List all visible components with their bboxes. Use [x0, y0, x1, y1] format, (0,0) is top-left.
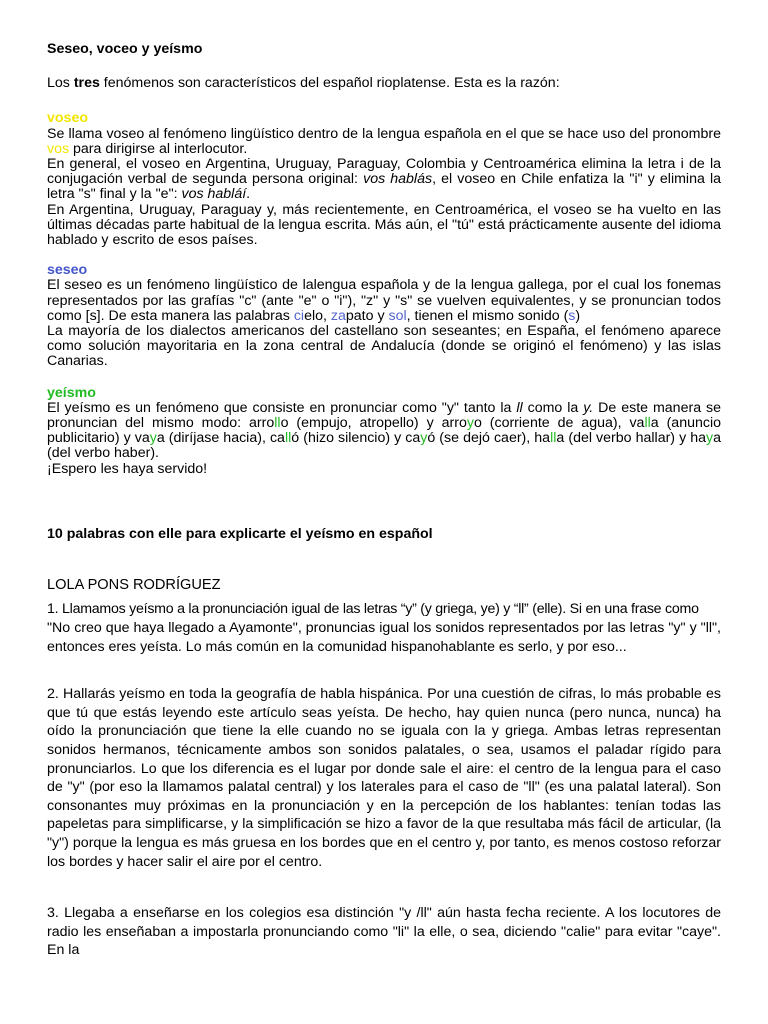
seseo-paragraph-1: El seseo es un fenómeno lingüístico de lalengua española y de la lengua gallega, por el cual los fonemas representados por las grafías "c" (ante "e" o "i"), "z" y "s" se vuelven equivalentes, y se pronuncian todos como [s]. De esta manera las palabras cielo, zapato y sol, tienen el mismo sonido (s) [47, 277, 721, 324]
voseo-heading: voseo [47, 110, 89, 127]
seseo-heading: seseo [47, 262, 88, 279]
voseo-section [47, 111, 721, 248]
voseo-paragraph-1: Se llama voseo al fenómeno lingüístico dentro de la lengua española en el que se hace uso del pronombre vos para dirigirse al interlocutor. [47, 125, 721, 157]
article-section [47, 525, 721, 960]
yeismo-paragraph: El yeísmo es un fenómeno que consiste en pronunciar como "y" tanto la ll como la y. De este manera se pronuncian del mismo modo: arrollo (empujo, atropello) y arroyo (corriente de agua), valla (anuncio publicitario) y vaya (diríjase hacia), calló (hizo silencio) y cayó (se dejó caer), halla (del verbo hallar) y haya (del verbo haber). [47, 399, 722, 462]
article-author: LOLA PONS RODRÍGUEZ [47, 577, 221, 594]
intro-paragraph: Los tres fenómenos son característicos del español rioplatense. Esta es la razón: [47, 75, 560, 92]
article-item-2: 2. Hallarás yeísmo en toda la geografía de habla hispánica. Por una cuestión de cifras, lo más probable es que tú que estás leyendo este artículo seas yeísta. De hecho, hay quien nunca (pero nunca, nunca) ha oído la pronunciación que tiene la elle cuando no se iguala con la y griega. Ambas letras representan sonidos hermanos, técnicamente ambos son sonidos palatales, o sea, usamos el paladar rígido para pronunciarlos. Lo que los diferencia es el lugar por donde sale el aire: el centro de la lengua para el caso de "y" (por eso la llamamos palatal central) y los laterales para el caso de "ll" (es una palatal lateral). Son consonantes muy próximas en la pronunciación y en la percepción de los hablantes: tenían todas las papeletas para simplificarse, y la simplificación se hizo a favor de la que resultaba más fácil de articular, (la "y") porque la lengua es más gruesa en los bordes que en el centro y, por tanto, es menos costoso reforzar los bordes y hacer salir el aire por el centro. [47, 686, 721, 870]
seseo-paragraph-2: La mayoría de los dialectos americanos del castellano son seseantes; en España, el fenómeno aparece como solución mayoritaria en la zona central de Andalucía (donde se originó el fenómeno) y las islas Canarias. [47, 323, 721, 370]
seseo-section [47, 263, 721, 369]
article-title: 10 palabras con elle para explicarte el yeísmo en español [47, 525, 433, 542]
vos-highlight: vos [47, 140, 70, 157]
yeismo-section [47, 386, 721, 477]
closing-line: ¡Espero les haya servido! [47, 460, 208, 477]
article-item-3: 3. Llegaba a enseñarse en los colegios esa distinción "y /ll" aún hasta fecha reciente. A los locutores de radio les enseñaban a impostarla pronunciando como "li" la elle, o sea, diciendo "calie" para evitar "caye". En la [47, 905, 721, 959]
article-item-1: 1. Llamamos yeísmo a la pronunciación igual de las letras “y” (y griega, ye) y “ll” (elle). Si en una frase como "No creo que haya llegado a Ayamonte", pronuncias igual los sonidos representados por las letras "y" y "ll", entonces eres yeísta. Lo más común en la comunidad hispanohablante es serlo, y por eso... [47, 601, 721, 655]
voseo-paragraph-3: En Argentina, Uruguay, Paraguay y, más recientemente, en Centroamérica, el voseo se ha vuelto en las últimas décadas parte habitual de la lengua escrita. Más aún, el "tú" está prácticamente ausente del idioma hablado y escrito de esos países. [47, 201, 721, 249]
document-title: Seseo, voceo y yeísmo [47, 41, 203, 57]
voseo-paragraph-2: En general, el voseo en Argentina, Uruguay, Paraguay, Colombia y Centroamérica elimina la letra i de la conjugación verbal de segunda persona original: vos hablás, el voseo en Chile enfatiza la "i" y elimina la letra "s" final y la "e": vos habláí. [47, 156, 721, 203]
document-page [47, 42, 721, 960]
yeismo-heading: yeísmo [47, 384, 96, 401]
